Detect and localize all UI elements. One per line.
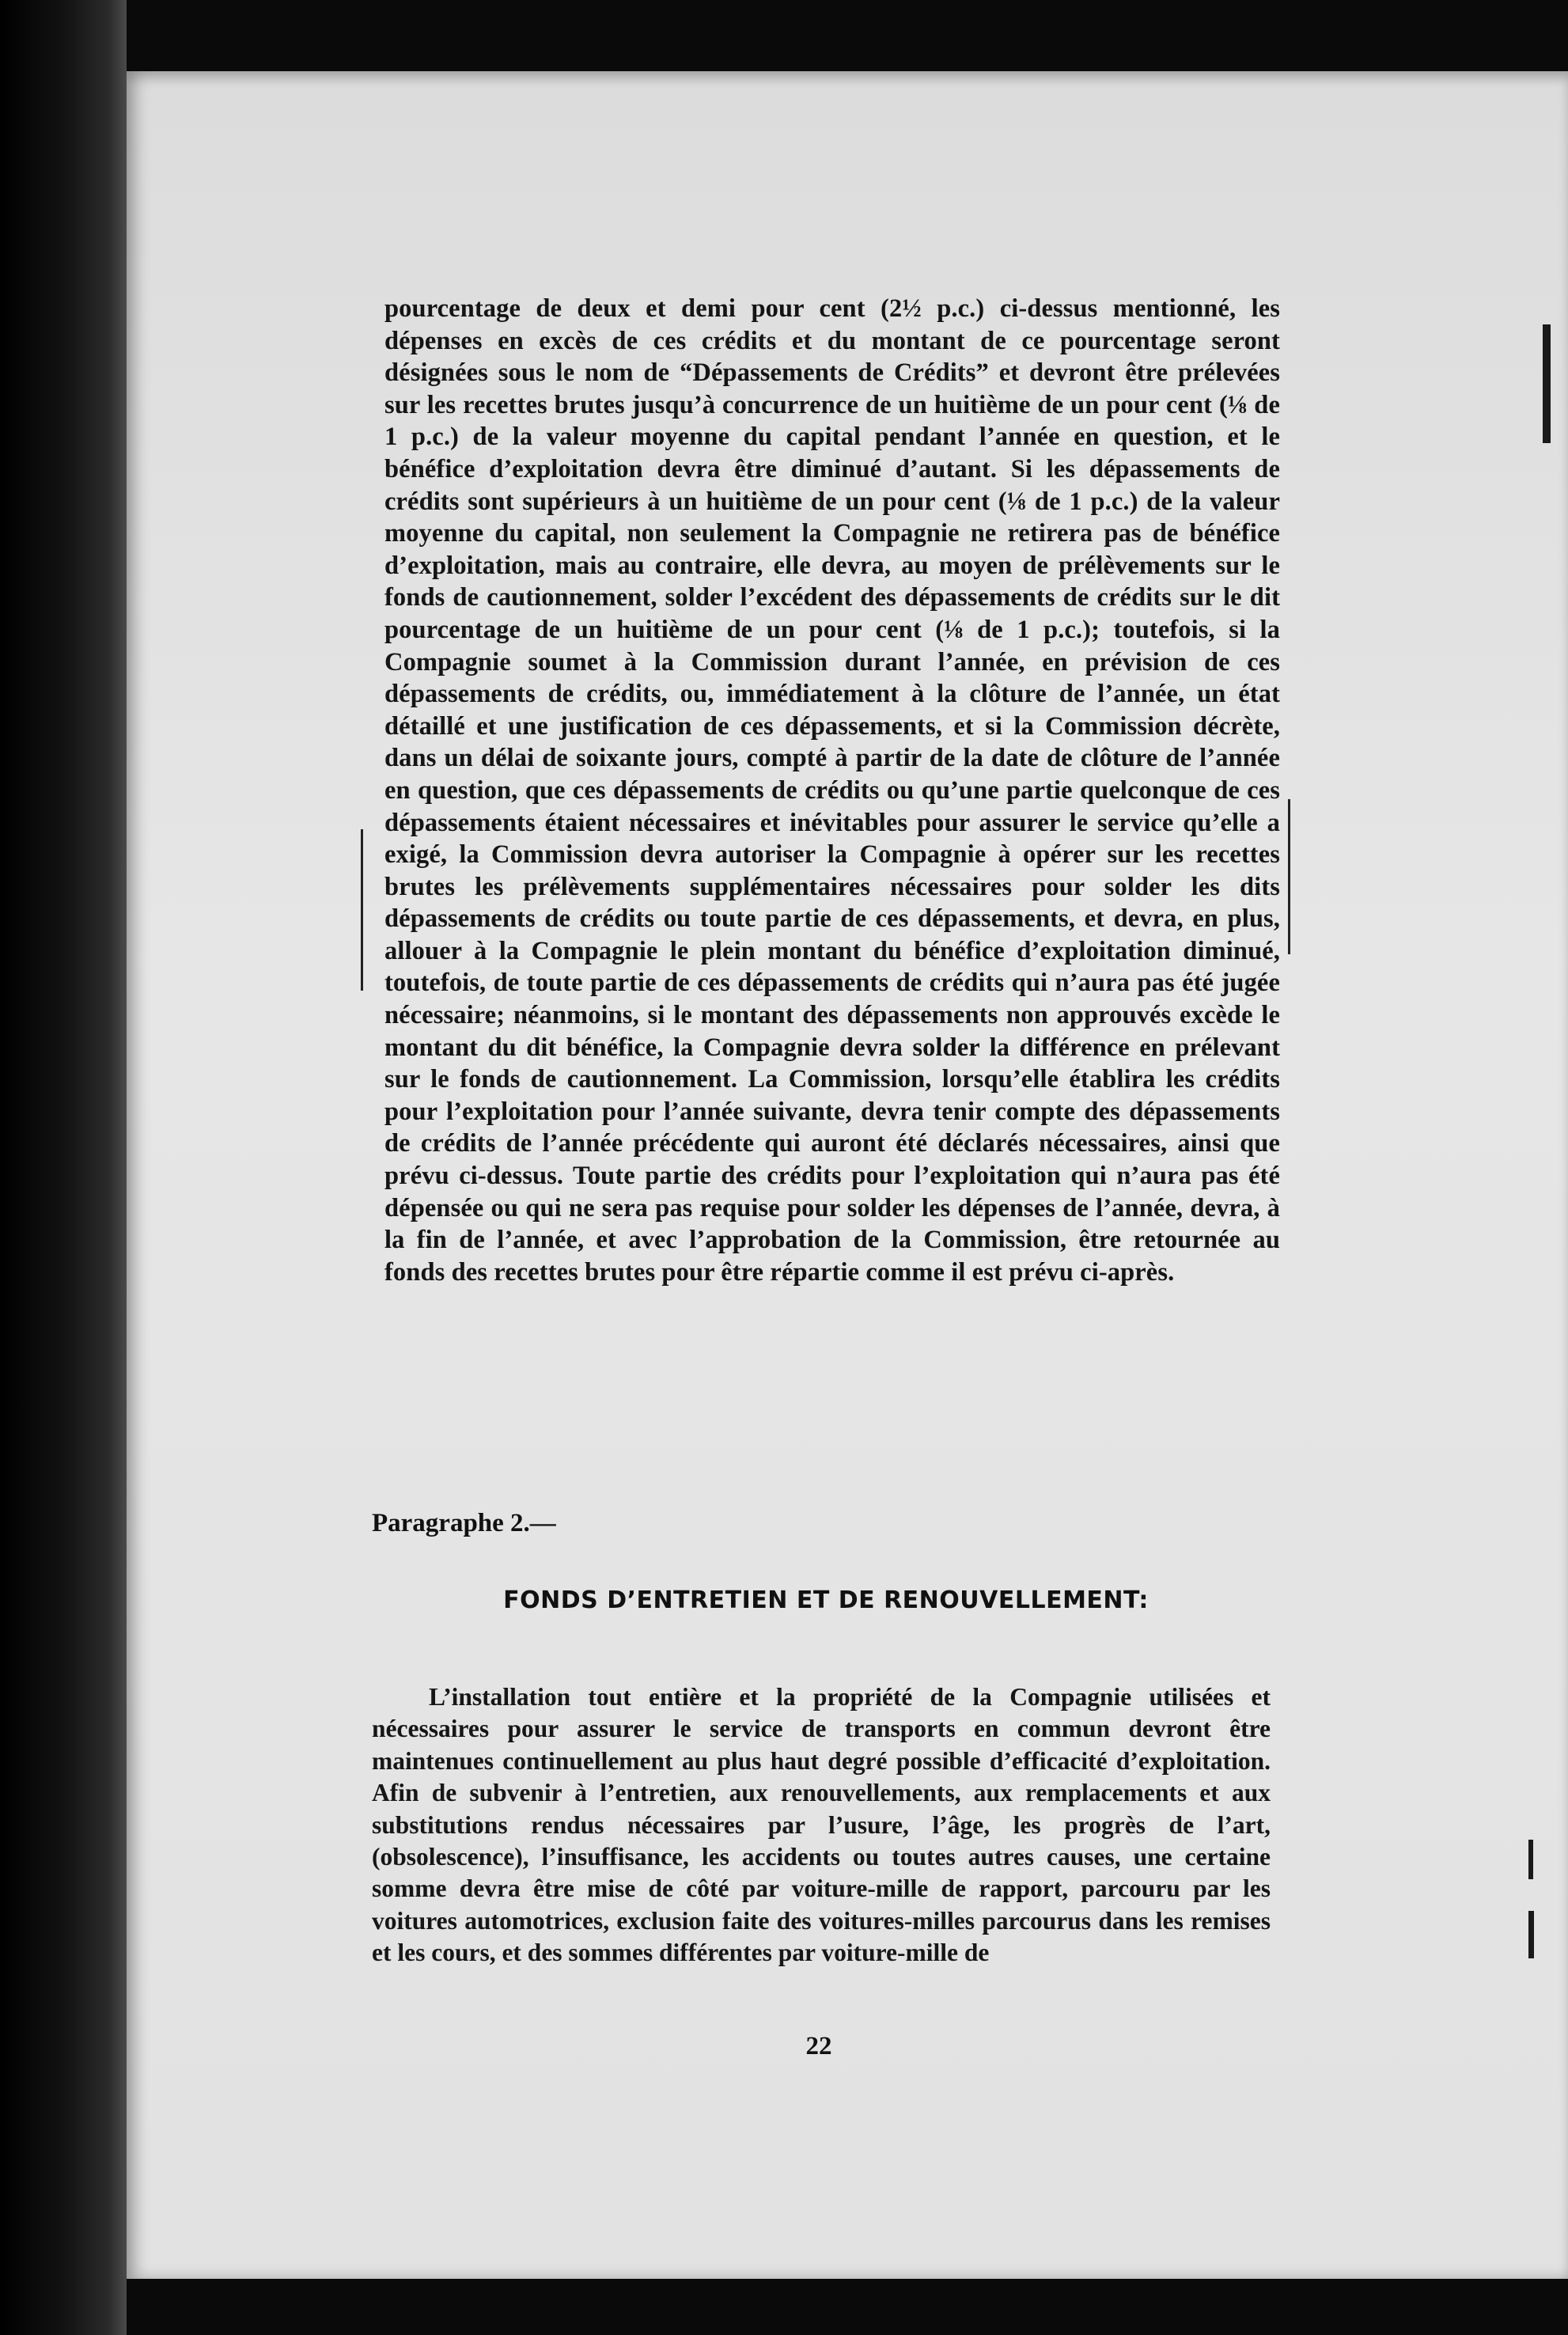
- section-heading: Paragraphe 2.—: [372, 1509, 556, 1537]
- margin-mark-right: [1288, 799, 1290, 954]
- section-title: FONDS D’ENTRETIEN ET DE RENOUVELLEMENT:: [503, 1586, 1149, 1614]
- book-binding-edge: [0, 0, 127, 2335]
- body-paragraph-2: L’installation tout entière et la propriété de la Compagnie utilisées et nécessaires pour assurer le service de transports en commun devront être maintenues continuellement au plus haut degré possible d’efficacité d’exploitation. Afin de subvenir à l’entretien, aux renouvellements, aux remplacements et aux substitutions rendus nécessaires par l’usure, l’âge, les progrès de l’art, (obsolescence), l’insuffisance, les accidents ou toutes autres causes, une certaine somme devra être mise de côté par voiture-mille de rapport, parcouru par les voitures automotrices, exclusion faite des voitures-milles parcourus dans les remises et les cours, et des sommes différentes par voiture-mille de: [372, 1683, 1271, 1967]
- body-paragraph-1: pourcentage de deux et demi pour cent (2½ p.c.) ci-dessus mentionné, les dépenses en excès de ces crédits et du montant de ce pourcentage seront désignées sous le nom de “Dépassements de Crédits” et devront être prélevées sur les recettes brutes jusqu’à concurrence de un huitième de un pour cent (⅛ de 1 p.c.) de la valeur moyenne du capital pendant l’année en question, et le bénéfice d’exploitation devra être diminué d’autant. Si les dépassements de crédits sont supérieurs à un huitième de un pour cent (⅛ de 1 p.c.) de la valeur moyenne du capital, non seulement la Compagnie ne retirera pas de bénéfice d’exploitation, mais au contraire, elle devra, au moyen de prélèvements sur le fonds de cautionnement, solder l’excédent des dépassements de crédits sur le dit pourcentage de un huitième de un pour cent (⅛ de 1 p.c.); toutefois, si la Compagnie soumet à la Commission durant l’année, en prévision de ces dépassements de crédits, ou, immédiatement à la clôture de l’année, un état détaillé et une justification de ces dépassements, et si la Commission décrète, dans un délai de soixante jours, compté à partir de la date de clôture de l’année en question, que ces dépassements de crédits ou qu’une partie quelconque de ces dépassements étaient nécessaires et inévitables pour assurer le service qu’elle a exigé, la Commission devra autoriser la Compagnie à opérer sur les recettes brutes les prélèvements supplémentaires nécessaires pour solder les dits dépassements de crédits ou toute partie de ces dépassements, et devra, en plus, allouer à la Compagnie le plein montant du bénéfice d’exploitation diminué, toutefois, de toute partie de ces dépassements de crédits qui n’aura pas été jugée nécessaire; néanmoins, si le montant des dépassements non approuvés excède le montant du dit bénéfice, la Compagnie devra solder la différence en prélevant sur le fonds de cautionnement. La Commission, lorsqu’elle établira les crédits pour l’exploitation pour l’année suivante, devra tenir compte des dépassements de crédits de l’année précédente qui auront été déclarés nécessaires, ainsi que prévu ci-dessus. Toute partie des crédits pour l’exploitation qui n’aura pas été dépensée ou qui ne sera pas requise pour solder les dépenses de l’année, devra, à la fin de l’année, et avec l’approbation de la Commission, être retournée au fonds des recettes brutes pour être répartie comme il est prévu ci-après.: [384, 294, 1280, 1287]
- edge-mark-top-right: [1543, 324, 1551, 443]
- edge-mark-bottom-right-1: [1528, 1840, 1533, 1879]
- edge-mark-bottom-right-2: [1528, 1911, 1534, 1958]
- margin-mark-left: [361, 829, 363, 991]
- page-number: 22: [805, 2032, 832, 2060]
